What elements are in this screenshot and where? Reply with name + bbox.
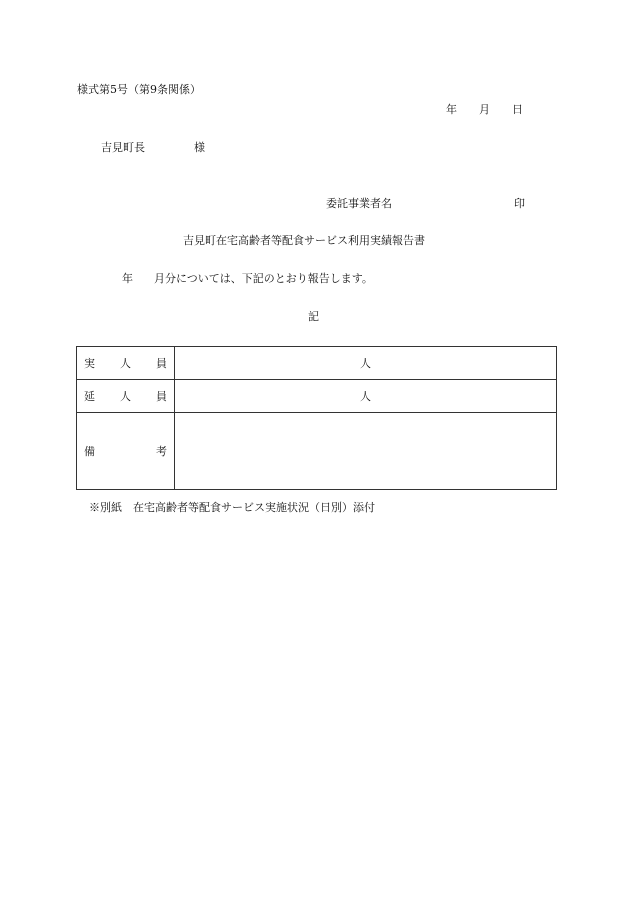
form-number-label: 様式第5号（第9条関係）	[77, 83, 201, 96]
table-row	[77, 347, 557, 380]
actual-persons-field[interactable]	[175, 347, 557, 380]
table-row	[77, 380, 557, 413]
label-char: 延	[84, 390, 95, 403]
report-table	[76, 346, 557, 490]
table-row	[77, 413, 557, 490]
period-statement: 月分については、下記のとおり報告します。	[154, 272, 373, 285]
label-char: 員	[156, 357, 167, 370]
total-persons-field[interactable]	[175, 380, 557, 413]
ki-label: 記	[308, 310, 319, 323]
row-label-remarks	[77, 413, 175, 490]
unit-label: 人	[360, 390, 371, 403]
label-char: 人	[120, 390, 131, 403]
addressee-line	[101, 141, 205, 155]
label-char: 備	[84, 445, 95, 458]
remarks-field[interactable]	[175, 413, 557, 490]
date-day-label: 日	[512, 103, 523, 116]
label-char: 考	[156, 445, 167, 458]
seal-label: 印	[514, 197, 525, 210]
label-char: 員	[156, 390, 167, 403]
attachment-note: ※別紙 在宅高齢者等配食サービス実施状況（日別）添付	[89, 501, 375, 514]
contractor-name-label: 委託事業者名	[326, 197, 392, 210]
row-label-total-persons	[77, 380, 175, 413]
label-char: 実	[84, 357, 95, 370]
date-month-label: 月	[479, 103, 490, 116]
report-period-line	[122, 272, 373, 286]
addressee-name: 吉見町長	[101, 141, 145, 154]
date-line	[446, 103, 523, 117]
period-year-label: 年	[122, 272, 133, 285]
unit-label: 人	[360, 357, 371, 370]
date-year-label: 年	[446, 103, 457, 116]
label-char: 人	[120, 357, 131, 370]
document-title: 吉見町在宅高齢者等配食サービス利用実績報告書	[183, 234, 425, 247]
row-label-actual-persons	[77, 347, 175, 380]
addressee-honorific: 様	[194, 141, 205, 154]
